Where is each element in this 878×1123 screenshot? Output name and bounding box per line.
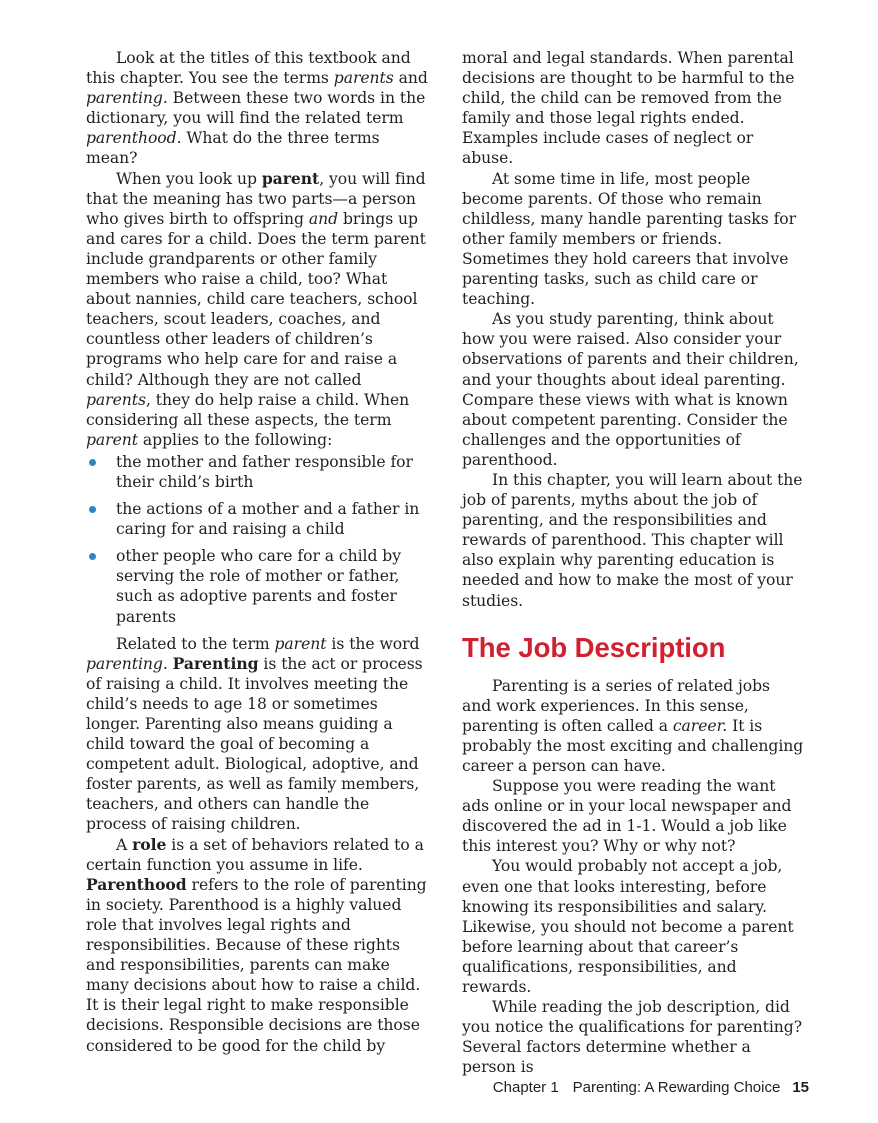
paragraph-accept-job: You would probably not accept a job, even one that looks interesting, before knowing its responsibilities and salary. Likewise, you should not become a parent before learning about that career’s qualifications, responsibilities, and rewards. <box>462 857 794 997</box>
paragraph-chapter-overview: In this chapter, you will learn about the job of parents, myths about the job of parenting, and the responsibilities and rewards of parenthood. This chapter will also explain why parenting education is needed and how to make the most of your studies. <box>462 470 803 610</box>
paragraph-role-definition: A role is a set of behaviors related to a certain function you assume in life. Parenthood refers to the role of parenting in society. Parenthood is a highly valued role that involves legal rights and responsibilities. Because of these rights and responsibilities, parents can make many decisions about how to raise a child. It is their legal right to make responsible decisions. Responsible decisions are those considered to be good for the child by <box>86 834 427 1055</box>
key-term-role: role <box>132 834 167 854</box>
section-heading: The Job Description <box>462 631 726 663</box>
paragraph-continuation: moral and legal standards. When parental decisions are thought to be harmful to the child, the child can be removed from the family and those legal rights ended. Examples include cases of neglect or abuse. <box>462 49 795 168</box>
key-term-parent: parent <box>261 168 320 188</box>
right-column <box>462 48 804 1078</box>
key-term-parenting: Parenting <box>172 653 259 673</box>
paragraph-career: Parenting is a series of related jobs and work experiences. In this sense, parenting is often called a career. It is probably the most exciting and challenging career a person can have. <box>462 676 804 775</box>
footer-chapter-title: Parenting: A Rewarding Choice <box>572 1079 781 1096</box>
bullet-item: the actions of a mother and a father in caring for and raising a child <box>86 499 428 539</box>
paragraph-study-parenting: As you study parenting, think about how you were raised. Also consider your observations of parents and their children, and your thoughts about ideal parenting. Compare these views with what is known about competent parenting. Consider the challenges and the opportunities of parenthood. <box>462 310 799 469</box>
left-column <box>86 48 428 1056</box>
bullet-item: other people who care for a child by serving the role of mother or father, such as adoptive parents and foster parents <box>86 546 428 626</box>
paragraph-terms: Look at the titles of this textbook and this chapter. You see the terms parents and parenting. Between these two words in the dictionary, you will find the related term parenthood. What do the three terms mean? <box>86 49 428 168</box>
paragraph-parent-definition: When you look up parent, you will find that the meaning has two parts—a person who gives birth to offspring and brings up and cares for a child. Does the term parent include grandparents or other family members who raise a child, too? What about nannies, child care teachers, school teachers, scout leaders, coaches, and countless other leaders of children’s programs who help care for and raise a child? Although they are not called parents, they do help raise a child. When considering all these aspects, the term parent applies to the following: <box>86 168 426 449</box>
bullet-item: the mother and father responsible for their child’s birth <box>86 452 428 492</box>
page-number: 15 <box>792 1079 809 1096</box>
page-footer <box>493 1079 809 1096</box>
paragraph-want-ads: Suppose you were reading the want ads online or in your local newspaper and discovered the ad in 1-1. Would a job like this interest you? Why or why not? <box>462 777 792 856</box>
paragraph-becoming-parents: At some time in life, most people become parents. Of those who remain childless, many handle parenting tasks for other family members or friends. Sometimes they hold careers that involve parenting tasks, such as child care or teaching. <box>462 169 797 309</box>
bullet-list <box>86 452 428 627</box>
footer-chapter: Chapter 1 <box>492 1079 559 1096</box>
paragraph-qualifications: While reading the job description, did you notice the qualifications for parenting? Several factors determine whether a person is <box>462 998 803 1077</box>
paragraph-parenting-definition: Related to the term parent is the word parenting. Parenting is the act or process of raising a child. It involves meeting the child’s needs to age 18 or sometimes longer. Parenting also means guiding a child toward the goal of becoming a competent adult. Biological, adoptive, and foster parents, as well as family members, teachers, and others can handle the process of raising children. <box>86 634 423 834</box>
key-term-parenthood: Parenthood <box>86 874 187 894</box>
